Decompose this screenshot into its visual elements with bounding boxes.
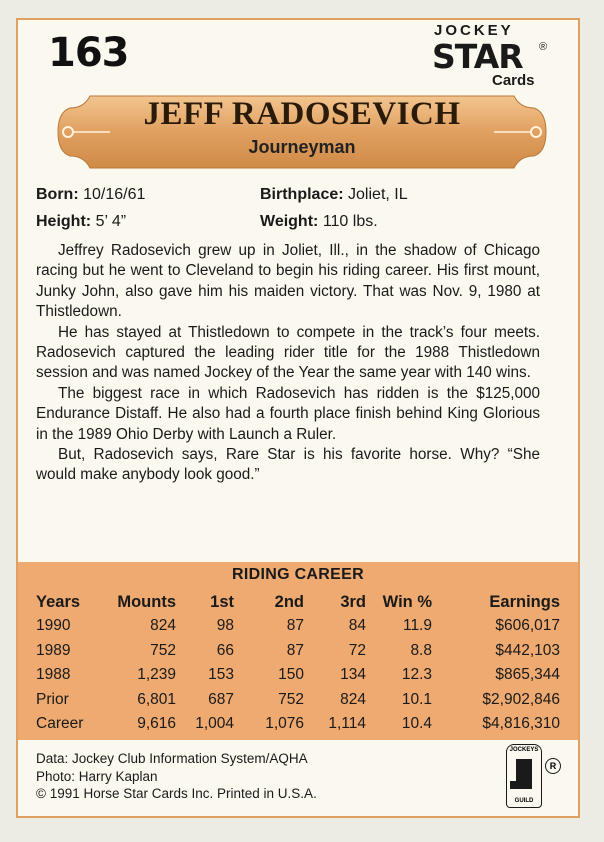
- header-mounts: Mounts: [117, 592, 176, 611]
- cell-third: 824: [340, 690, 366, 708]
- cell-second: 752: [278, 690, 304, 708]
- cell-win-pct: 8.8: [410, 641, 432, 659]
- cell-win-pct: 11.9: [402, 617, 432, 635]
- cell-year: Career: [36, 715, 84, 733]
- cell-year: Prior: [36, 690, 69, 708]
- header-win-pct: Win %: [382, 592, 432, 611]
- cell-mounts: 1,239: [137, 666, 176, 684]
- cell-year: 1988: [36, 666, 71, 684]
- riding-career-panel: [18, 562, 578, 740]
- name-banner: [50, 94, 554, 170]
- cell-year: 1989: [36, 641, 71, 659]
- logo-star-text: STAR: [432, 37, 523, 76]
- header-years: Years: [36, 592, 81, 611]
- born-stat: [36, 186, 145, 204]
- born-label: Born:: [36, 186, 79, 203]
- header-second: 2nd: [274, 592, 304, 611]
- header-third: 3rd: [340, 592, 366, 611]
- height-label: Height:: [36, 213, 92, 230]
- table-row: [36, 663, 560, 688]
- card-number: 163: [48, 30, 129, 76]
- cell-third: 134: [340, 666, 366, 684]
- cell-second: 87: [286, 641, 304, 659]
- jockey-star-logo: [432, 22, 557, 92]
- cell-win-pct: 10.4: [401, 715, 432, 733]
- cell-earnings: $2,902,846: [482, 690, 560, 708]
- cell-mounts: 824: [150, 617, 176, 635]
- data-credit: Data: Jockey Club Information System/AQHA: [36, 751, 308, 766]
- card-credits: [36, 750, 317, 803]
- cell-first: 1,004: [195, 715, 234, 733]
- cell-third: 1,114: [328, 715, 366, 733]
- cell-first: 687: [208, 690, 234, 708]
- bio-paragraph: He has stayed at Thistledown to compete in the track’s four meets. Radosevich captured the leading rider title for the 1988 Thistledown session and was named Jockey of the Year the same year with 140 wins.: [36, 323, 540, 382]
- cell-second: 1,076: [265, 715, 304, 733]
- bio-text: [36, 241, 540, 486]
- cell-second: 87: [286, 617, 304, 635]
- table-row: [36, 639, 560, 664]
- bio-paragraph: Jeffrey Radosevich grew up in Joliet, Ill., in the shadow of Chicago racing but he went to Cleveland to begin his riding career. His first mount, Junky John, also gave him his maiden victory. That was Nov. 9, 1980 at Thistledown.: [36, 242, 540, 321]
- cell-second: 150: [278, 666, 304, 684]
- logo-cards-text: Cards: [492, 72, 535, 89]
- guild-top-text: JOCKEYS: [509, 747, 539, 753]
- weight-label: Weight:: [260, 213, 319, 230]
- cell-win-pct: 10.1: [401, 690, 432, 708]
- table-row: [36, 712, 560, 737]
- cell-first: 153: [208, 666, 234, 684]
- riding-career-title: RIDING CAREER: [232, 566, 364, 583]
- cell-earnings: $865,344: [495, 666, 560, 684]
- cell-first: 66: [216, 641, 234, 659]
- table-row: [36, 614, 560, 639]
- height-stat: [36, 213, 126, 231]
- cell-first: 98: [216, 617, 234, 635]
- table-header-row: [36, 590, 560, 614]
- boot-icon: [516, 759, 532, 789]
- weight-value: 110 lbs.: [322, 213, 378, 230]
- birthplace-value: Joliet, IL: [348, 186, 408, 203]
- weight-stat: [260, 213, 378, 231]
- cell-third: 72: [348, 641, 366, 659]
- guild-bottom-text: GUILD: [514, 798, 534, 804]
- cell-year: 1990: [36, 617, 71, 635]
- player-role: Journeyman: [248, 137, 356, 157]
- birthplace-label: Birthplace:: [260, 186, 344, 203]
- height-value: 5’ 4”: [95, 213, 127, 230]
- header-first: 1st: [210, 592, 234, 611]
- cell-third: 84: [348, 617, 366, 635]
- cell-mounts: 752: [150, 641, 176, 659]
- born-value: 10/16/61: [83, 186, 146, 203]
- cell-earnings: $606,017: [495, 617, 560, 635]
- cell-mounts: 6,801: [137, 690, 176, 708]
- cell-win-pct: 12.3: [401, 666, 432, 684]
- bio-paragraph: But, Radosevich says, Rare Star is his favorite horse. Why? “She would make anybody look good.”: [36, 446, 540, 484]
- cell-earnings: $4,816,310: [482, 715, 560, 733]
- photo-credit: Photo: Harry Kaplan: [36, 768, 158, 784]
- player-name: JEFF RADOSEVICH: [143, 96, 461, 132]
- cell-mounts: 9,616: [137, 715, 176, 733]
- jockeys-guild-logo: [506, 744, 542, 808]
- logo-registered-mark: ®: [539, 41, 548, 53]
- riding-career-table: [36, 590, 560, 737]
- bio-paragraph: The biggest race in which Radosevich has ridden is the $125,000 Endurance Distaff. He also had a fourth place finish behind King Glorious in the 1989 Ohio Derby with Launch a Ruler.: [36, 384, 540, 443]
- copyright-line: © 1991 Horse Star Cards Inc. Printed in U.S.A.: [36, 786, 317, 801]
- table-row: [36, 688, 560, 713]
- registered-mark: R: [545, 758, 561, 774]
- logo-jockey-text: JOCKEY: [434, 22, 514, 39]
- header-earnings: Earnings: [489, 592, 560, 611]
- birthplace-stat: [260, 186, 408, 204]
- cell-earnings: $442,103: [495, 641, 560, 659]
